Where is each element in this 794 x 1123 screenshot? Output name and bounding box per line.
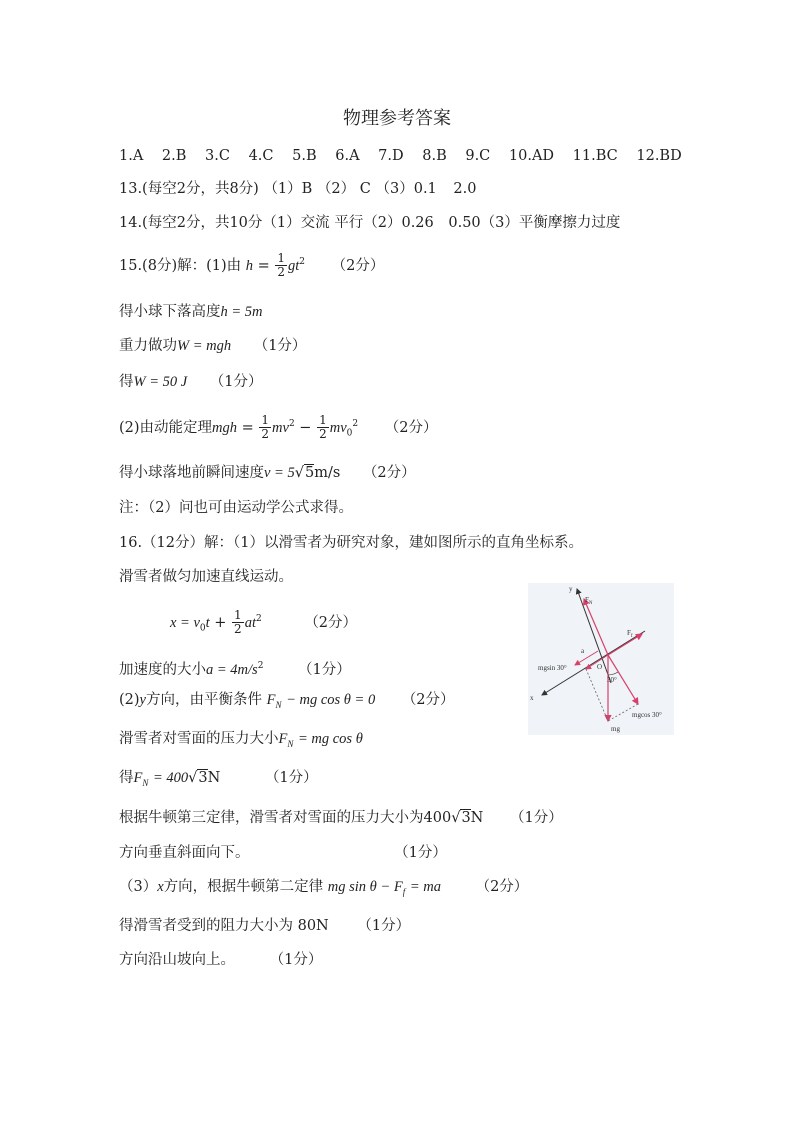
q16-score-6: （1分） bbox=[264, 770, 318, 786]
q15-formula1-rhs: gt bbox=[288, 257, 300, 274]
q15-note: 注：（2）问也可由运动学公式求得。 bbox=[119, 500, 353, 516]
q16-line7-sqrt: 3 bbox=[461, 810, 471, 826]
q14-part-3: （3）平衡摩擦力过度 bbox=[480, 215, 621, 231]
q15-score-6: （2分） bbox=[362, 465, 416, 481]
label-angle: 30° bbox=[607, 676, 617, 684]
q16-formula-1: $x = v_0t$ + $\frac{1}{2}$ $at^2$ （2分） bbox=[170, 608, 358, 637]
q16-line-11 bbox=[119, 950, 322, 970]
q16-score-10: （1分） bbox=[357, 918, 411, 934]
mc-answer-12: 12.BD bbox=[636, 148, 682, 164]
q15-line-2 bbox=[119, 302, 263, 322]
q16-line3-val: a = 4m/s bbox=[206, 661, 258, 678]
q16-score-1: （2分） bbox=[304, 614, 358, 631]
label-y: y bbox=[569, 585, 573, 593]
q15-line2-text: 得小球下落高度 bbox=[119, 304, 221, 320]
mc-answer-2: 2.B bbox=[161, 148, 187, 164]
q16-line9-val: mg sin θ − F bbox=[327, 879, 403, 895]
q16-line6-val2: = 400 bbox=[152, 770, 189, 786]
q16-line5-text: 滑雪者对雪面的压力大小 bbox=[119, 731, 279, 747]
q15-score-1: （2分） bbox=[331, 257, 385, 274]
q13-line bbox=[119, 179, 476, 199]
mc-answer-4: 4.C bbox=[248, 148, 274, 164]
q16-line-8 bbox=[119, 843, 447, 863]
label-a: a bbox=[581, 647, 585, 655]
q15-line-5: (2)由动能定理mgh = $\frac{1}{2}$ $mv^2$ − $\frac{1}{2}$ $mv_0^2$ （2分） bbox=[119, 413, 438, 442]
q16-line-3: 加速度的大小$a = 4m/s^2$ （1分） bbox=[119, 661, 351, 678]
q13-part-4: （3）0.1 bbox=[375, 181, 437, 197]
q14-line bbox=[119, 213, 620, 233]
q14-part-1: （1）交流 bbox=[262, 215, 330, 231]
mc-answer-9: 9.C bbox=[465, 148, 491, 164]
mc-answer-5: 5.B bbox=[292, 148, 317, 164]
q15-line5-text: (2)由动能定理 bbox=[119, 419, 213, 436]
q15-line4-val: W = 50 J bbox=[133, 374, 188, 390]
q15-line3-text: 重力做功 bbox=[119, 338, 177, 354]
q15-line-4 bbox=[119, 372, 263, 392]
normal-force-arrow bbox=[584, 599, 608, 655]
label-mgsin: mgsin 30° bbox=[538, 664, 567, 672]
x-axis bbox=[542, 631, 645, 695]
q16-line6-sqrt: 3 bbox=[198, 770, 208, 786]
mc-answer-1: 1.A bbox=[119, 148, 144, 164]
q16-line9-text: （3） bbox=[119, 879, 158, 895]
q16-line-7: 根据牛顿第三定律，滑雪者对雪面的压力大小为400√3N （1分） bbox=[119, 810, 563, 826]
q15-head: 15.(8分)解：(1)由 bbox=[119, 257, 242, 274]
q14-part-1b: 平行 bbox=[334, 215, 364, 231]
label-fn: $F_N$ bbox=[585, 596, 593, 606]
q13-part-2: （2） bbox=[316, 181, 356, 197]
q15-line6-sqrt: 5 bbox=[304, 465, 315, 481]
q16-score-9: （2分） bbox=[475, 879, 529, 895]
q14-part-2b: 0.50 bbox=[448, 215, 481, 231]
angle-arc bbox=[608, 672, 618, 675]
q14-head: 14.(每空2分，共10分 bbox=[119, 215, 263, 231]
q16-line4-text: (2) bbox=[119, 692, 140, 708]
q16-line4-val2: − mg cos θ = 0 bbox=[286, 692, 376, 708]
label-mg: mg bbox=[611, 725, 620, 733]
page-title: 物理参考答案 bbox=[343, 108, 451, 129]
q15-line-6: 得小球落地前瞬间速度v = 5√5m/s （2分） bbox=[119, 465, 416, 481]
q16-line8-text: 方向垂直斜面向下。 bbox=[119, 845, 250, 861]
q16-line-1: 滑雪者做匀加速直线运动。 bbox=[119, 569, 293, 585]
q16-line7-unit: N bbox=[470, 810, 484, 826]
q16-line9-var: x bbox=[157, 879, 164, 895]
q16-line4-val: F bbox=[266, 692, 276, 708]
q16-score-4: （2分） bbox=[401, 692, 455, 708]
mc-answers bbox=[119, 146, 682, 166]
q16-line4-text2: 方向，由平衡条件 bbox=[145, 692, 262, 708]
q15-line6-val: v = 5 bbox=[264, 465, 295, 481]
q15-line4-text: 得 bbox=[119, 374, 134, 390]
q13-part-3: C bbox=[359, 181, 371, 197]
q16-line-5: 滑雪者对雪面的压力大小$F_N$ = mg cos θ bbox=[119, 731, 363, 749]
mc-answer-3: 3.C bbox=[205, 148, 230, 164]
friction-force-arrow bbox=[608, 634, 642, 655]
q16-line6-text: 得 bbox=[119, 770, 134, 786]
q15-line2-val: h = 5m bbox=[220, 304, 263, 320]
q15-line-3 bbox=[119, 336, 306, 356]
q15-line-1: 15.(8分)解：(1)由 h = $\frac{1}{2}$ $gt^2$ （2分） bbox=[119, 251, 385, 280]
q16-line9-text2: 方向，根据牛顿第二定律 bbox=[163, 879, 324, 895]
fraction-half: $\frac{1}{2}$ bbox=[277, 251, 286, 280]
q16-line-10 bbox=[119, 916, 410, 936]
q16-line6-unit: N bbox=[207, 770, 221, 786]
mc-answer-7: 7.D bbox=[378, 148, 404, 164]
force-diagram-svg bbox=[528, 583, 674, 735]
q16-line9-val2: = ma bbox=[409, 879, 441, 895]
mc-answer-8: 8.B bbox=[422, 148, 447, 164]
q16-score-11: （1分） bbox=[269, 952, 323, 968]
q16-line-9: （3）x方向，根据牛顿第二定律 mg $\sin \theta - F_f$ = ma （2分） bbox=[119, 879, 529, 897]
q16-score-7: （1分） bbox=[509, 810, 563, 826]
label-ff: $F_f$ bbox=[627, 629, 633, 639]
q16-line5-val2: = mg cos θ bbox=[297, 731, 363, 747]
q16-line3-text: 加速度的大小 bbox=[119, 661, 206, 678]
q16-score-8: （1分） bbox=[394, 845, 447, 861]
q16-line11-text: 方向沿山坡向上。 bbox=[119, 952, 235, 968]
q16-line7-text: 根据牛顿第三定律，滑雪者对雪面的压力大小为400 bbox=[119, 810, 452, 826]
q16-line-6: 得$F_N = 400√3N$ （1分） bbox=[119, 770, 318, 788]
q16-line4-var: y bbox=[139, 692, 146, 708]
q16-line6-val: F bbox=[133, 770, 143, 786]
q16-formula1: x = v bbox=[170, 614, 200, 631]
label-x: x bbox=[530, 694, 534, 702]
q16-head: 16.（12分）解：（1）以滑雪者为研究对象，建如图所示的直角坐标系。 bbox=[119, 535, 583, 551]
q16-line10-text: 得滑雪者受到的阻力大小为 80N bbox=[119, 918, 329, 934]
q13-part-5: 2.0 bbox=[453, 181, 477, 197]
force-diagram bbox=[528, 583, 674, 735]
q16-line-4: (2)y方向，由平衡条件 $F_N$ − mg cos θ = 0 （2分） bbox=[119, 692, 455, 710]
q15-line6-unit: m/s bbox=[314, 465, 341, 481]
q15-formula1-lhs: h bbox=[245, 257, 253, 274]
label-o: O bbox=[597, 663, 603, 671]
mc-answer-6: 6.A bbox=[335, 148, 360, 164]
q13-part-1: （1）B bbox=[263, 181, 313, 197]
mc-answer-11: 11.BC bbox=[572, 148, 618, 164]
q15-score-5: （2分） bbox=[384, 419, 438, 436]
q15-score-4: （1分） bbox=[209, 374, 263, 390]
q15-score-3: （1分） bbox=[253, 338, 307, 354]
q15-line3-val: W = mgh bbox=[177, 338, 232, 354]
mc-answer-10: 10.AD bbox=[508, 148, 555, 164]
label-mgcos: mgcos 30° bbox=[632, 711, 662, 719]
q16-score-3: （1分） bbox=[298, 661, 351, 678]
q15-line5-val: mgh bbox=[212, 419, 238, 436]
q15-line6-text: 得小球落地前瞬间速度 bbox=[119, 465, 264, 481]
y-axis bbox=[577, 589, 611, 683]
q16-line5-val: F bbox=[278, 731, 288, 747]
dashed-helper-1 bbox=[586, 669, 608, 721]
q13-head: 13.(每空2分，共8分) bbox=[119, 181, 259, 197]
q14-part-2: （2）0.26 bbox=[363, 215, 434, 231]
